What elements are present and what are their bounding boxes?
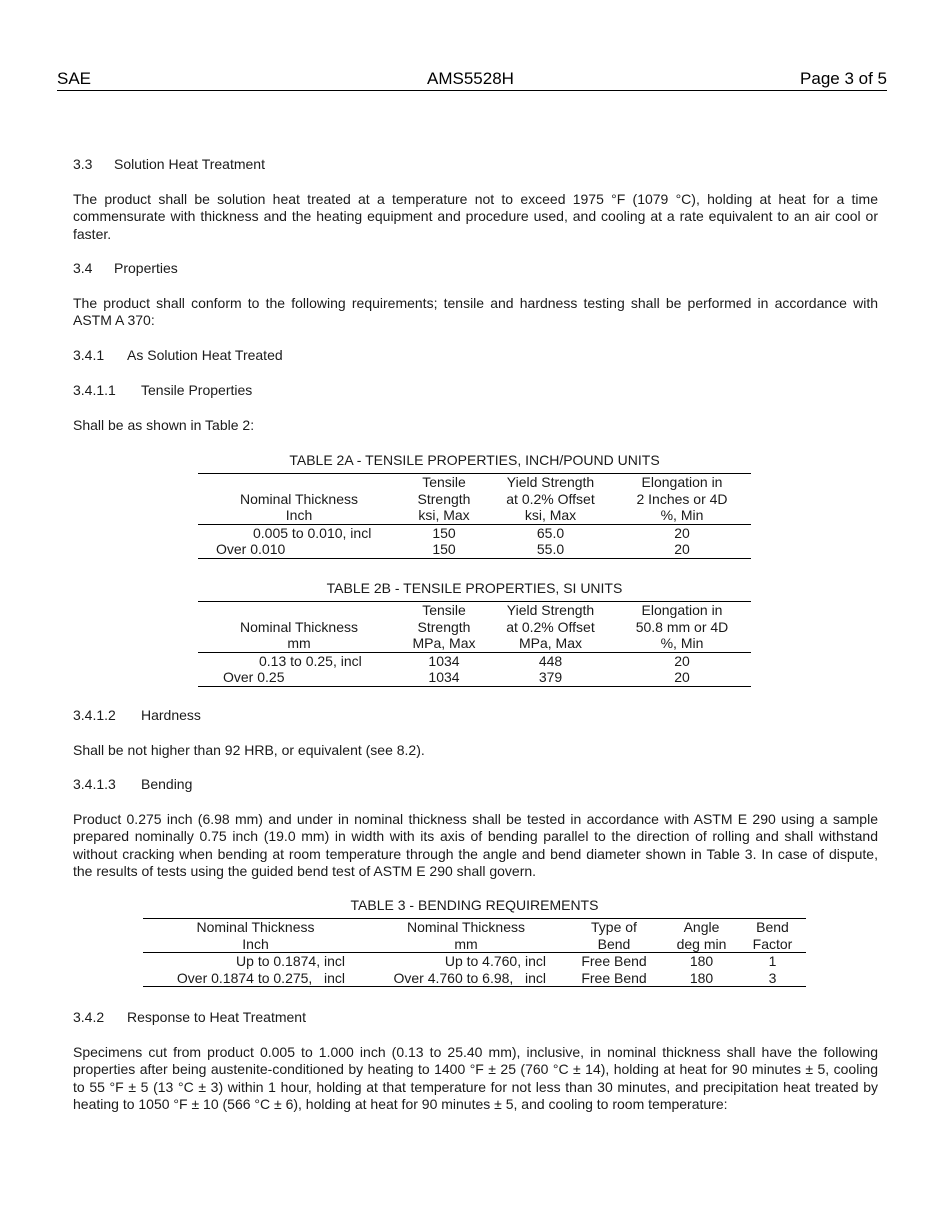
section-3-3-heading [73, 156, 265, 173]
table-row [198, 541, 751, 558]
section-number: 3.4.1.2 [73, 707, 116, 723]
header-cell: Strength [417, 490, 471, 507]
table-header-row [198, 602, 751, 619]
page-header [57, 68, 887, 91]
section-number: 3.4.2 [73, 1009, 105, 1025]
section-3-4-1-2-body: Shall be not higher than 92 HRB, or equivalent (see 8.2). [73, 742, 425, 758]
table-cell: 20 [674, 652, 690, 669]
section-3-4-1-2-heading [73, 707, 201, 724]
table-header-row [143, 936, 806, 953]
table-cell: 150 [400, 541, 488, 558]
header-cell: Factor [739, 936, 806, 953]
header-cell [198, 474, 400, 491]
header-cell: Tensile [400, 602, 488, 619]
section-3-4-heading [73, 260, 178, 277]
table-cell: Over 0.25 [198, 669, 400, 686]
table-2a-caption: TABLE 2A - TENSILE PROPERTIES, INCH/POUND UNITS [289, 452, 660, 468]
header-cell: Strength [417, 618, 471, 635]
header-cell: Bend [739, 919, 806, 936]
header-cell: Elongation in [613, 602, 751, 619]
header-cell: Tensile [400, 474, 488, 491]
section-title: Tensile Properties [141, 382, 253, 398]
header-cell: Nominal Thickness [368, 919, 564, 936]
header-cell: %, Min [613, 507, 751, 524]
table-cell: 20 [613, 541, 751, 558]
table-cell: 1 [768, 953, 777, 969]
section-number: 3.4.1.1 [73, 382, 116, 398]
header-cell: mm [198, 635, 400, 652]
table-header-row [198, 491, 751, 508]
section-title: Bending [141, 776, 193, 792]
table-cell: Over 4.760 to 6.98, incl [368, 970, 564, 987]
table-cell: 180 [689, 953, 714, 969]
header-cell: mm [368, 936, 564, 953]
header-cell: deg min [664, 936, 739, 953]
header-cell: Bend [564, 936, 664, 953]
header-cell: ksi, Max [400, 507, 488, 524]
table-2b [198, 601, 751, 687]
header-cell: ksi, Max [488, 507, 613, 524]
section-3-4-2-heading [73, 1009, 306, 1026]
section-number: 3.3 [73, 156, 93, 172]
table-cell: 20 [613, 669, 751, 686]
table-cell: Over 0.010 [198, 541, 400, 558]
header-org: SAE [57, 69, 92, 88]
table-cell: 379 [488, 669, 613, 686]
section-3-4-1-1-heading [73, 382, 252, 399]
header-cell: Angle [664, 919, 739, 936]
table-header-row [198, 635, 751, 652]
header-cell: Yield Strength [488, 474, 613, 491]
table-row [143, 953, 806, 970]
table-header-row [198, 474, 751, 491]
table-row [198, 669, 751, 686]
header-cell: Nominal Thickness [239, 618, 358, 635]
table-cell: 20 [674, 524, 690, 541]
section-title: Hardness [141, 707, 201, 723]
table-cell: Up to 0.1874, incl [236, 953, 345, 969]
table-header-row [198, 619, 751, 636]
header-page-number: Page 3 of 5 [800, 69, 887, 88]
header-cell: at 0.2% Offset [506, 490, 595, 507]
section-3-4-2-body: Specimens cut from product 0.005 to 1.000 inch (0.13 to 25.40 mm), inclusive, in nominal thickness shall have the following properties after being austenite-conditioned by heating to 1400 °F ± 25 (760 °C ± 14), holding at heat for 90 minutes ± 5, cooling to 55 °F ± 5 (13 °C ± 3) within 1 hour, holding at that temperature for not less than 30 minutes, and precipitation heat treated by heating to 1050 °F ± 10 (566 °C ± 6), holding at heat for 90 minutes ± 5, and cooling to room temperature: [73, 1044, 878, 1112]
table-cell: 1034 [400, 669, 488, 686]
header-cell: Inch [198, 507, 400, 524]
section-number: 3.4.1 [73, 347, 105, 363]
section-number: 3.4.1.3 [73, 776, 116, 792]
header-cell: Nominal Thickness [143, 919, 368, 936]
header-cell: Type of [564, 919, 664, 936]
table-3-caption: TABLE 3 - BENDING REQUIREMENTS [350, 897, 599, 913]
section-3-3-body: The product shall be solution heat treated at a temperature not to exceed 1975 °F (1079 °C), holding at heat for a time commensurate with thickness and the heating equipment and procedure used, and cooling at a rate equivalent to an air cool or faster. [73, 191, 878, 242]
section-3-4-body: The product shall conform to the following requirements; tensile and hardness testing shall be performed in accordance with ASTM A 370: [73, 295, 878, 329]
section-3-4-1-heading [73, 347, 283, 364]
section-title: As Solution Heat Treated [127, 347, 283, 363]
table-2b-caption: TABLE 2B - TENSILE PROPERTIES, SI UNITS [326, 580, 623, 596]
table-row [143, 970, 806, 987]
section-3-4-1-1-body: Shall be as shown in Table 2: [73, 417, 255, 433]
header-cell: Elongation in [613, 474, 751, 491]
header-cell: MPa, Max [400, 635, 488, 652]
table-cell: 0.005 to 0.010, incl [253, 524, 372, 541]
header-cell: Nominal Thickness [239, 490, 358, 507]
header-doc-id: AMS5528H [427, 69, 514, 88]
header-cell: 2 Inches or 4D [636, 490, 728, 507]
table-cell: Up to 4.760, incl [444, 953, 546, 969]
header-cell: Inch [143, 936, 368, 953]
header-cell: %, Min [613, 635, 751, 652]
header-cell [198, 602, 400, 619]
section-title: Response to Heat Treatment [127, 1009, 306, 1025]
header-cell: Yield Strength [488, 602, 613, 619]
header-cell: 50.8 mm or 4D [635, 618, 729, 635]
table-row [198, 652, 751, 669]
table-2a [198, 473, 751, 559]
table-row [198, 524, 751, 541]
table-cell: 448 [538, 652, 563, 669]
table-cell: Free Bend [581, 953, 647, 969]
section-number: 3.4 [73, 260, 93, 276]
table-cell: 0.13 to 0.25, incl [259, 652, 362, 669]
section-title: Solution Heat Treatment [114, 156, 265, 172]
header-cell: MPa, Max [488, 635, 613, 652]
table-cell: 65.0 [536, 524, 565, 541]
table-cell: Over 0.1874 to 0.275, incl [143, 970, 368, 987]
table-cell: 3 [739, 970, 806, 987]
table-cell: 55.0 [488, 541, 613, 558]
table-cell: 1034 [428, 652, 460, 669]
table-cell: 150 [432, 524, 456, 541]
table-cell: 180 [664, 970, 739, 987]
section-3-4-1-3-body: Product 0.275 inch (6.98 mm) and under in nominal thickness shall be tested in accordance with ASTM E 290 using a sample prepared nominally 0.75 inch (19.0 mm) in width with its axis of bending parallel to the direction of rolling and shall withstand without cracking when bending at room temperature through the angle and bend diameter shown in Table 3. In case of dispute, the results of tests using the guided bend test of ASTM E 290 shall govern. [73, 811, 878, 879]
header-cell: at 0.2% Offset [506, 618, 595, 635]
table-header-row [143, 919, 806, 936]
section-3-4-1-3-heading [73, 776, 192, 793]
table-header-row [198, 507, 751, 524]
table-cell: Free Bend [564, 970, 664, 987]
section-title: Properties [114, 260, 178, 276]
table-3 [143, 918, 806, 987]
